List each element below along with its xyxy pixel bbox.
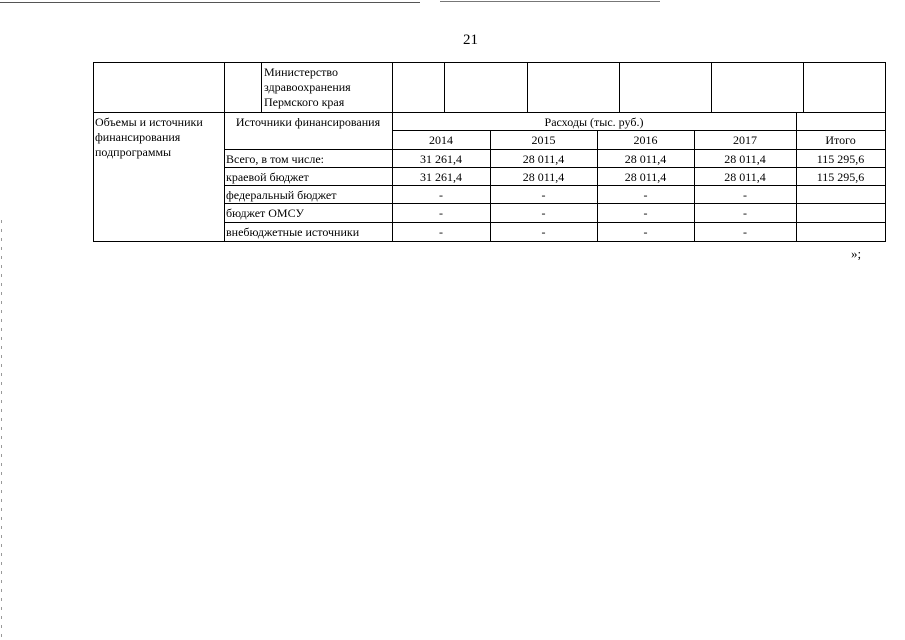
grid-line [803,62,804,113]
table-row-label: внебюджетные источники [226,225,360,239]
ministry-line: Пермского края [264,95,345,109]
grid-line [444,62,445,113]
closing-mark: »; [851,246,862,261]
ministry-line: Министерство [264,65,338,79]
table-row-label: бюджет ОМСУ [226,206,304,220]
year-header: 2014 [429,133,453,147]
grid-line [224,149,886,150]
grid-line [224,203,886,204]
table-cell: - [541,188,546,202]
grid-line [224,167,886,168]
table-cell: 28 011,4 [624,170,667,184]
grid-line [93,112,886,113]
total-header: Итого [825,133,856,147]
table-cell: - [643,206,648,220]
grid-line [93,62,94,242]
table-cell: 28 011,4 [724,152,766,166]
table-cell: - [743,225,747,239]
grid-line [885,62,886,242]
table-cell: - [439,225,443,239]
table-cell: 31 261,4 [420,152,462,166]
table-cell-total: 115 295,6 [816,152,865,166]
year-header: 2017 [733,133,757,147]
grid-line [261,62,262,113]
row-label-line: подпрограммы [95,145,172,159]
table-cell-total: 115 295,6 [816,170,865,184]
table-cell: - [743,206,747,220]
table-row-label: федеральный бюджет [226,188,337,202]
grid-line [93,62,886,63]
table-row-label: краевой бюджет [226,170,309,184]
table-cell: 31 261,4 [420,170,462,184]
expenses-header: Расходы (тыс. руб.) [544,115,644,129]
table-cell: 28 011,4 [724,170,766,184]
grid-line [392,130,886,131]
table-cell: - [643,188,648,202]
year-header: 2015 [531,133,556,147]
table-cell: - [643,225,648,239]
table-cell: - [743,188,747,202]
grid-line [711,62,712,113]
ministry-line: здравоохранения [264,80,351,94]
table-row-label: Всего, в том числе: [226,152,324,166]
year-header: 2016 [633,133,658,147]
page-number: 21 [463,32,478,48]
grid-line [619,62,620,113]
sources-header: Источники финансирования [235,115,381,129]
row-label-line: финансирования [95,130,181,144]
table-cell: - [439,188,443,202]
grid-line [527,62,528,113]
row-label-line: Объемы и источники [95,115,203,129]
table-cell: 28 011,4 [522,152,565,166]
grid-line [224,185,886,186]
table-cell: - [439,206,443,220]
table-cell: 28 011,4 [624,152,667,166]
table-cell: - [541,225,546,239]
grid-line [224,222,886,223]
table-cell: 28 011,4 [522,170,565,184]
table-cell: - [541,206,546,220]
grid-line [224,62,225,242]
